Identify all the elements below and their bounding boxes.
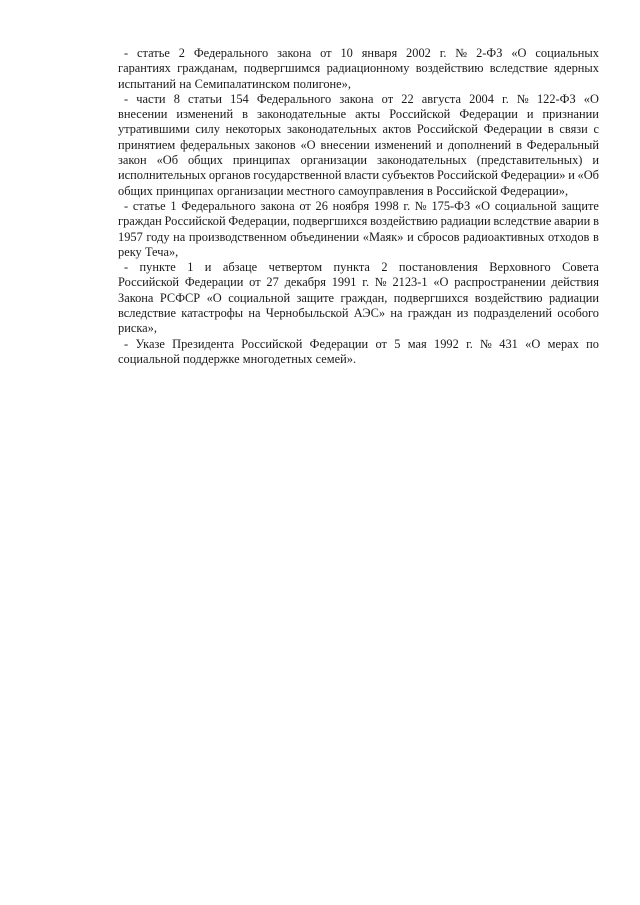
text-line: - статье 2 Федерального закона от 10 января 2002 г. № 2-ФЗ «О социальных [124,46,599,60]
text-line: - Указе Президента Российской Федерации от 5 мая 1992 г. № 431 «О мерах по [124,336,599,351]
text-line: гарантиях гражданам, подвергшимся радиационному воздействию вследствие ядерных [118,61,599,76]
text-line: вследствие катастрофы на Чернобыльской АЭС» на граждан из подразделений особого [118,306,599,321]
text-line: 1957 году на производственном объединении «Маяк» и сбросов радиоактивных отходов в [118,229,599,244]
text-line: утратившими силу некоторых законодательных актов Российской Федерации в связи с [118,122,599,137]
paragraph-law-122-fz [118,92,599,199]
text-line: испытаний на Семипалатинском полигоне», [118,76,351,91]
text-line: реку Теча», [118,244,179,259]
text-line: - части 8 статьи 154 Федерального закона от 22 августа 2004 г. № 122-ФЗ «О [124,91,599,106]
paragraph-law-175-fz [118,199,599,260]
text-line: социальной поддержке многодетных семей». [118,351,357,366]
text-line: граждан Российской Федерации, подвергшихся воздействию радиации вследствие аварии в [118,214,599,229]
paragraph-law-2-fz [118,46,599,92]
document-body [118,46,599,367]
paragraph-resolution-2123-1 [118,260,599,336]
text-line: закон «Об общих принципах организации законодательных (представительных) и [118,153,599,168]
text-line: общих принципах организации местного самоуправления в Российской Федерации», [118,183,569,198]
text-line: - пункте 1 и абзаце четвертом пункта 2 постановления Верховного Совета [124,260,599,275]
text-line: - статье 1 Федерального закона от 26 ноября 1998 г. № 175-ФЗ «О социальной защите [124,198,599,213]
text-line: внесении изменений в законодательные акты Российской Федерации и признании [118,107,599,122]
paragraph-decree-431 [118,337,599,368]
text-line: Закона РСФСР «О социальной защите граждан, подвергшихся воздействию радиации [118,290,599,305]
text-line: исполнительных органов государственной власти субъектов Российской Федерации» и «Об [118,168,599,183]
text-line: риска», [118,321,157,336]
text-line: Российской Федерации от 27 декабря 1991 г. № 2123-1 «О распространении действия [118,275,599,290]
text-line: принятием федеральных законов «О внесении изменений и дополнений в Федеральный [118,137,599,152]
